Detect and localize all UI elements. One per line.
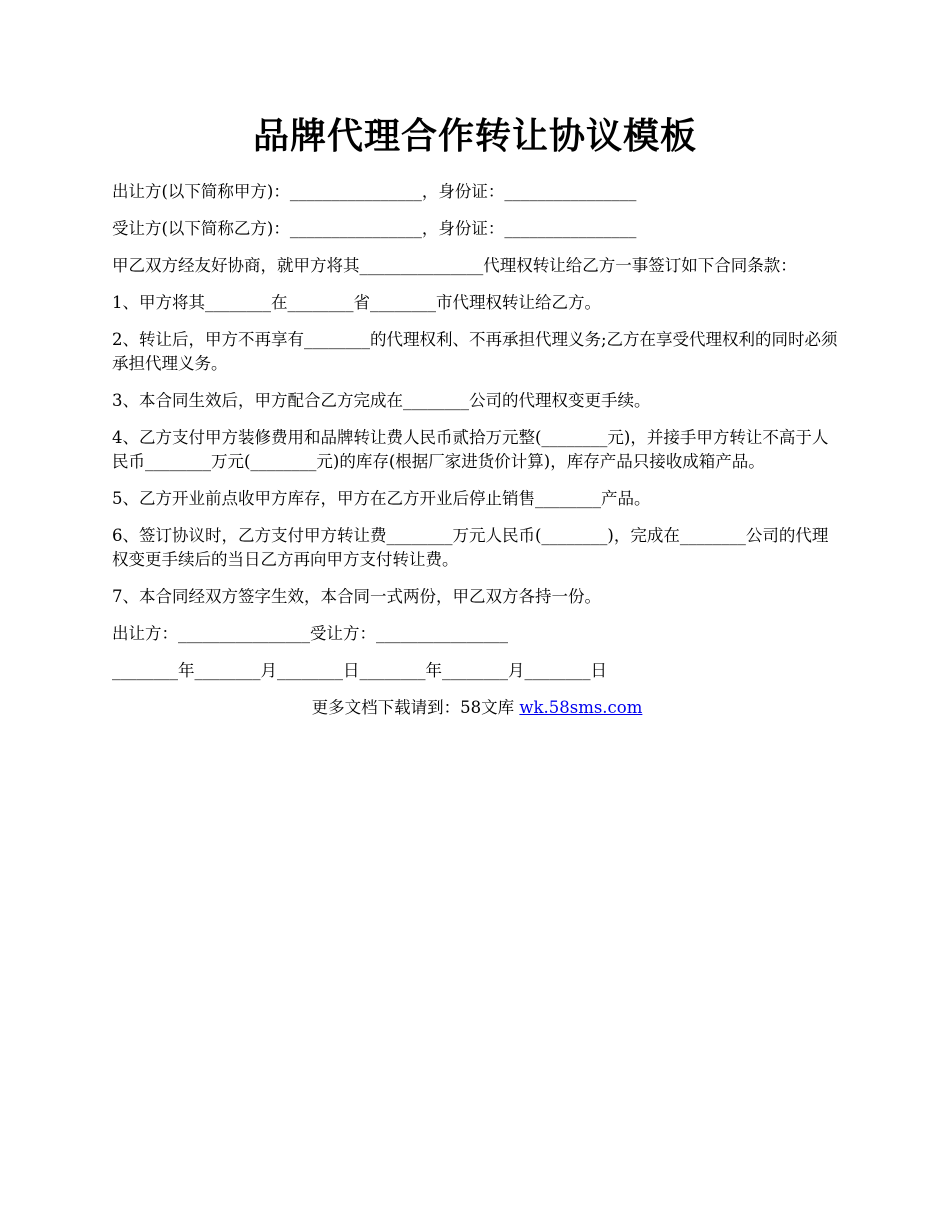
clause-2: 2、转让后，甲方不再享有________的代理权利、不再承担代理义务;乙方在享受代理权利的同时必须承担代理义务。 bbox=[112, 330, 838, 373]
download-footer bbox=[112, 696, 842, 720]
clause-7: 7、本合同经双方签字生效，本合同一式两份，甲乙双方各持一份。 bbox=[112, 587, 601, 606]
clause-3: 3、本合同生效后，甲方配合乙方完成在________公司的代理权变更手续。 bbox=[112, 391, 651, 410]
footer-link[interactable]: wk.58sms.com bbox=[519, 698, 643, 717]
date-line: ________年________月________日________年________月________日 bbox=[112, 661, 607, 680]
paragraph-transferor: 出让方(以下简称甲方)：________________，身份证：________________ bbox=[112, 182, 637, 201]
clause-1: 1、甲方将其________在________省________市代理权转让给乙方。 bbox=[112, 293, 601, 312]
document-title: 品牌代理合作转让协议模板 bbox=[252, 115, 697, 157]
footer-text: 更多文档下载请到：58文库 bbox=[311, 698, 520, 717]
paragraph-preamble: 甲乙双方经友好协商，就甲方将其_______________代理权转让给乙方一事签订如下合同条款： bbox=[112, 256, 797, 275]
clause-6: 6、签订协议时，乙方支付甲方转让费________万元人民币(________)，完成在________公司的代理权变更手续后的当日乙方再向甲方支付转让费。 bbox=[112, 526, 829, 569]
clause-4: 4、乙方支付甲方装修费用和品牌转让费人民币贰拾万元整(________元)，并接手甲方转让不高于人民币________万元(________元)的库存(根据厂家进货价计算)，库存产品只接收成箱产品。 bbox=[112, 428, 829, 471]
paragraph-transferee: 受让方(以下简称乙方)：________________，身份证：________________ bbox=[112, 219, 637, 238]
clause-5: 5、乙方开业前点收甲方库存，甲方在乙方开业后停止销售________产品。 bbox=[112, 489, 651, 508]
document-body bbox=[112, 180, 842, 720]
signature-line: 出让方：________________受让方：________________ bbox=[112, 624, 508, 643]
